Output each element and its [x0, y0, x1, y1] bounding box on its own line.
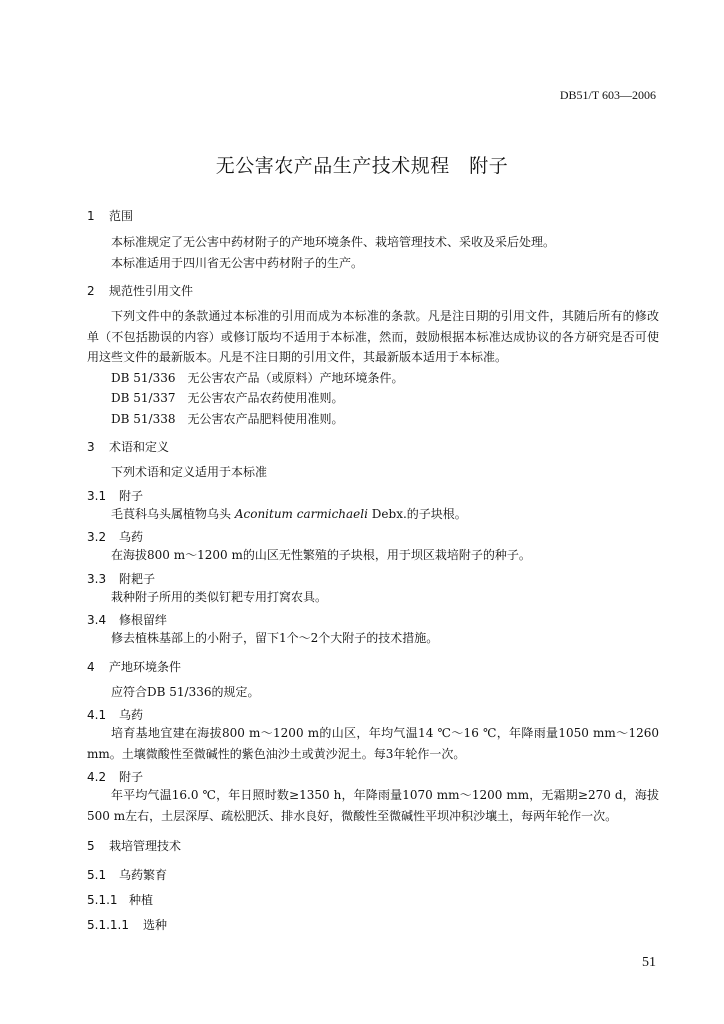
paragraph: 下列文件中的条款通过本标准的引用而成为本标准的条款。凡是注日期的引用文件，其随后所有的修改单（不包括勘误的内容）或修订版均不适用于本标准，然而，鼓励根据本标准达成协议的各方研究是否可使用这些文件的最新版本。凡是不注日期的引用文件，其最新版本适用于本标准。	[87, 309, 659, 364]
section-heading-5: 5 栽培管理技术	[87, 839, 182, 853]
definition-text: 栽种附子所用的类似钉耙专用打窝农具。	[111, 589, 328, 604]
subsection-heading-4-2: 4.2 附子	[87, 770, 144, 784]
subsection-heading-5-1-1: 5.1.1 种植	[87, 893, 154, 907]
paragraph: 培育基地宜建在海拔800 m～1200 m的山区，年均气温14 ℃～16 ℃，年降雨量1050 mm～1260 mm。土壤微酸性至微碱性的紫色油沙土或黄沙泥土。每3年轮作一次。	[87, 726, 659, 761]
paragraph: 应符合DB 51/336的规定。	[111, 684, 260, 699]
subsection-heading-3-4: 3.4 修根留绊	[87, 613, 168, 627]
section-heading-2: 2 规范性引用文件	[87, 284, 194, 298]
subsection-heading-4-1: 4.1 乌药	[87, 708, 144, 722]
reference-item: DB 51/336 无公害农产品（或原料）产地环境条件。	[111, 370, 404, 385]
page-number: 51	[642, 955, 656, 970]
paragraph: 本标准适用于四川省无公害中药材附子的生产。	[111, 255, 364, 270]
definition-text: 修去植株基部上的小附子，留下1个～2个大附子的技术措施。	[111, 631, 439, 645]
document-body	[87, 207, 659, 933]
definition-text: 在海拔800 m～1200 m的山区无性繁殖的子块根，用于坝区栽培附子的种子。	[111, 548, 531, 562]
subsection-heading-3-1: 3.1 附子	[87, 488, 144, 503]
paragraph: 下列术语和定义适用于本标准	[111, 465, 268, 479]
definition-text: 毛茛科乌头属植物乌头 Aconitum carmichaeli Debx.的子块根。	[111, 506, 467, 521]
section-heading-1: 1 范围	[87, 209, 134, 223]
subsection-heading-3-3: 3.3 附耙子	[87, 571, 156, 586]
paragraph: 本标准规定了无公害中药材附子的产地环境条件、栽培管理技术、采收及采后处理。	[111, 235, 556, 249]
latin-name: Aconitum carmichaeli	[234, 506, 368, 521]
reference-item: DB 51/338 无公害农产品肥料使用准则。	[111, 411, 344, 426]
section-heading-3: 3 术语和定义	[87, 440, 170, 454]
subsection-heading-5-1: 5.1 乌药繁育	[87, 868, 168, 882]
reference-item: DB 51/337 无公害农产品农药使用准则。	[111, 391, 344, 405]
document-title: 无公害农产品生产技术规程 附子	[215, 155, 509, 177]
reference-list	[87, 368, 659, 430]
subsection-heading-3-2: 3.2 乌药	[87, 530, 144, 544]
standard-code: DB51/T 603—2006	[559, 88, 656, 102]
paragraph: 年平均气温16.0 ℃，年日照时数≥1350 h，年降雨量1070 mm～1200 mm，无霜期≥270 d，海拔500 m左右，土层深厚、疏松肥沃、排水良好，微酸性至微碱性平坝冲积沙壤土，每两年轮作一次。	[87, 788, 659, 823]
subsection-heading-5-1-1-1: 5.1.1.1 选种	[87, 918, 168, 932]
section-heading-4: 4 产地环境条件	[87, 659, 182, 674]
